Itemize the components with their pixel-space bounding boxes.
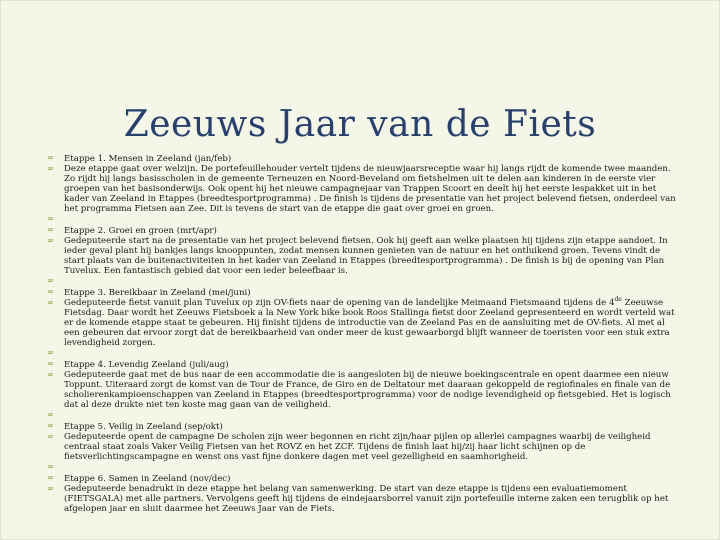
empty-line (47, 462, 677, 473)
looped-dash-bullet-icon: ∞ (47, 473, 54, 482)
stage-5-heading (47, 421, 677, 432)
looped-dash-bullet-icon: ∞ (47, 225, 54, 234)
looped-dash-bullet-icon: ∞ (47, 410, 54, 419)
stage-2-title: Etappe 2. Groei en groen (mrt/apr) (64, 226, 217, 236)
looped-dash-bullet-icon: ∞ (47, 164, 54, 173)
stage-1-heading (47, 153, 677, 164)
stage-5-body (47, 432, 677, 462)
looped-dash-bullet-icon: ∞ (47, 370, 54, 379)
stage-3-text-after: Zeeuwse Fietsdag. Daar wordt het Zeeuws Fietsboek a la New York bike book Roos Stallinga fietst door Zeeland gepresenteerd en wordt verteld wat er de komende etappe staat te gebeuren. Hij finisht tijdens de introductie van de Zeeland Pas en de aansluiting met de OV-fiets. Al met al een gebeuren dat ervoor zorgt dat de bereikbaarheid van onder meer de kust gewaarborgd blijft wanneer de toeristen voor een stuk extra levendigheid zorgen. (64, 298, 675, 348)
looped-dash-bullet-icon: ∞ (47, 359, 54, 368)
stage-4-body (47, 370, 677, 410)
empty-line (47, 214, 677, 225)
empty-line (47, 410, 677, 421)
stage-5-text: Gedeputeerde opent de campagne De scholen zijn weer begonnen en richt zijn/haar pijlen op allerlei campagnes waarbij de veiligheid centraal staat zoals Vaker Veilig Fietsen van het ROVZ en het ZCF. Tijdens de finish laat hij/zij haar licht schijnen op de fietsverlichtingscampagne en wenst ons vast fijne donkere dagen met veel gezelligheid en saamhorigheid. (64, 432, 651, 462)
stage-6-body (47, 484, 677, 514)
looped-dash-bullet-icon: ∞ (47, 432, 54, 441)
looped-dash-bullet-icon: ∞ (47, 276, 54, 285)
stage-3-body (47, 298, 677, 348)
stage-3-heading (47, 287, 677, 298)
stage-3-title: Etappe 3. Bereikbaar in Zeeland (mei/juni) (64, 288, 251, 298)
stage-1-title: Etappe 1. Mensen in Zeeland (jan/feb) (64, 154, 232, 164)
looped-dash-bullet-icon: ∞ (47, 348, 54, 357)
stage-5-title: Etappe 5. Veilig in Zeeland (sep/okt) (64, 422, 223, 432)
slide-title: Zeeuws Jaar van de Fiets (123, 104, 597, 145)
stage-3-text-before: Gedeputeerde fietst vanuit plan Tuvelux op zijn OV-fiets naar de opening van de landelijke Meimaand Fietsmaand tijdens de 4 (64, 298, 615, 308)
looped-dash-bullet-icon: ∞ (47, 484, 54, 493)
stage-4-title: Etappe 4. Levendig Zeeland (juli/aug) (64, 360, 229, 370)
looped-dash-bullet-icon: ∞ (47, 214, 54, 223)
looped-dash-bullet-icon: ∞ (47, 421, 54, 430)
looped-dash-bullet-icon: ∞ (47, 287, 54, 296)
stage-6-title: Etappe 6. Samen in Zeeland (nov/dec) (64, 474, 231, 484)
empty-line (47, 276, 677, 287)
stage-4-text: Gedeputeerde gaat met de bus naar de een accommodatie die is aangesloten bij de nieuwe boekingscentrale en opent daarmee een nieuw Toppunt. Uiteraard zorgt de komst van de Tour de France, de Giro en de Deltatour met daaraan gekoppeld de regiofinales en finale van de scholierenkampioenschappen van Zeeland in Etappes (breedtesportprogramma) voor de nodige levendigheid op fietsgebied. Het is logisch dat al deze drukte niet ten koste mag gaan van de veiligheid. (64, 370, 671, 410)
stage-2-heading (47, 225, 677, 236)
stage-2-text: Gedeputeerde start na de presentatie van het project belevend fietsen. Ook hij geeft aan welke plaatsen hij tijdens zijn etappe aandoet. In ieder geval plant hij bankjes langs knooppunten, zodat mensen kunnen genieten van de natuur en het ontluikend groen. Tevens vindt de start plaats van de buitenactiviteiten in het kader van Zeeland in Etappes (breedtesportprogramma) . De finish is bij de opening van Plan Tuvelux. Een fantastisch gebied dat voor een ieder beleefbaar is. (64, 236, 668, 276)
empty-line (47, 348, 677, 359)
looped-dash-bullet-icon: ∞ (47, 298, 54, 307)
stage-1-text: Deze etappe gaat over welzijn. De portefeuillehouder vertelt tijdens de nieuwjaarsreceptie waar hij langs rijdt de komende twee maanden. Zo rijdt hij langs basisscholen in de gemeente Terneuzen en Noord-Beveland om fietshelmen uit te delen aan kinderen in de eerste vier groepen van het basisonderwijs. Ook opent hij het nieuwe campagnejaar van Trappen Scoort en deelt hij het eerste lespakket uit in het kader van Zeeland in Etappes (breedtesportprogramma) . De finish is tijdens de presentatie van het project belevend fietsen, onderdeel van het programma Fietsen aan Zee. Dit is tevens de start van de etappe die gaat over groei en groen. (64, 164, 676, 214)
stage-4-heading (47, 359, 677, 370)
stage-6-text: Gedeputeerde benadrukt in deze etappe het belang van samenwerking. De start van deze etappe is tijdens een evaluatiemoment (FIETSGALA) met alle partners. Vervolgens geeft hij tijdens de eindejaarsborrel vanuit zijn portefeuille interne zaken een terugblik op het afgelopen jaar en sluit daarmee het Zeeuws Jaar van de Fiets. (64, 484, 669, 514)
looped-dash-bullet-icon: ∞ (47, 153, 54, 162)
stage-2-body (47, 236, 677, 276)
stage-list (47, 153, 677, 514)
looped-dash-bullet-icon: ∞ (47, 236, 54, 245)
stage-3-text-superscript: de (614, 296, 622, 304)
stage-6-heading (47, 473, 677, 484)
looped-dash-bullet-icon: ∞ (47, 462, 54, 471)
stage-1-body (47, 164, 677, 214)
